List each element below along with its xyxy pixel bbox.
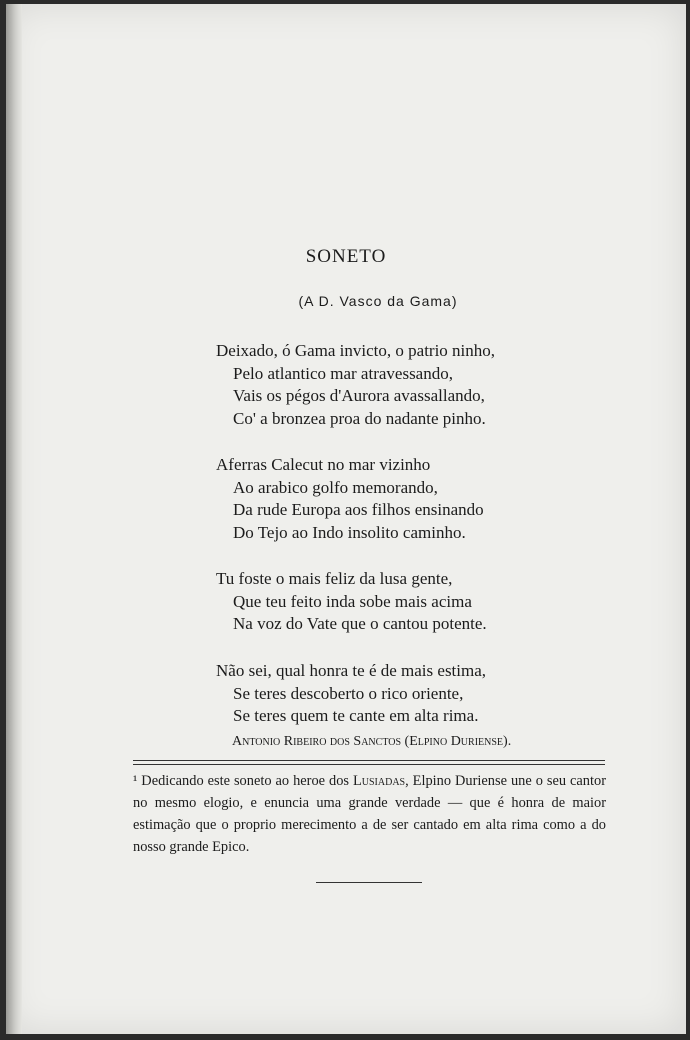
verse-line: Pelo atlantico mar atravessando, [233,363,453,383]
stanza-2 [216,454,484,544]
footnote-rule-bottom [133,764,605,765]
book-page [6,4,686,1034]
verse-line: Não sei, qual honra te é de mais estima, [216,661,487,680]
closing-rule [316,882,422,883]
verse-line: Aferras Calecut no mar vizinho [216,455,431,474]
verse-line: Do Tejo ao Indo insolito caminho. [233,522,466,542]
verse-line: Co' a bronzea proa do nadante pinho. [233,408,486,428]
verse-line: Ao arabico golfo memorando, [233,477,438,497]
stanza-3 [216,568,487,636]
footnote-marker: ¹ [133,773,138,789]
footnote-text-end: , Elpino Duriense une o seu cantor no mesmo elogio, e enuncia uma grande verdade — que é honra de maior estimação que o proprio merecimento a de ser cantado em alta rima como a do nosso grande Epico. [133,773,606,855]
verse-line: Na voz do Vate que o cantou potente. [233,614,487,634]
poem-dedication: (A D. Vasco da Gama) [298,293,458,309]
poem-title: SONETO [305,246,387,267]
footnote-work-title: Lusiadas [352,773,406,789]
verse-line: Se teres quem te cante em alta rima. [233,706,479,726]
verse-line: Que teu feito inda sobe mais acima [233,591,472,611]
stanza-4 [216,660,486,728]
verse-line: Da rude Europa aos filhos ensinando [233,500,484,520]
page-spine [6,4,22,1034]
poem-signature: Antonio Ribeiro dos Sanctos (Elpino Duriense). [232,734,512,749]
footnote-rule-top [133,760,605,761]
verse-line: Se teres descoberto o rico oriente, [233,683,464,703]
verse-line: Deixado, ó Gama invicto, o patrio ninho, [216,341,496,360]
footnote-text-start: Dedicando este soneto ao heroe dos [137,773,353,789]
verse-line: Tu foste o mais feliz da lusa gente, [216,569,453,588]
stanza-1 [216,340,495,430]
verse-line: Vais os pégos d'Aurora avassallando, [233,386,485,406]
footnote [133,770,606,858]
